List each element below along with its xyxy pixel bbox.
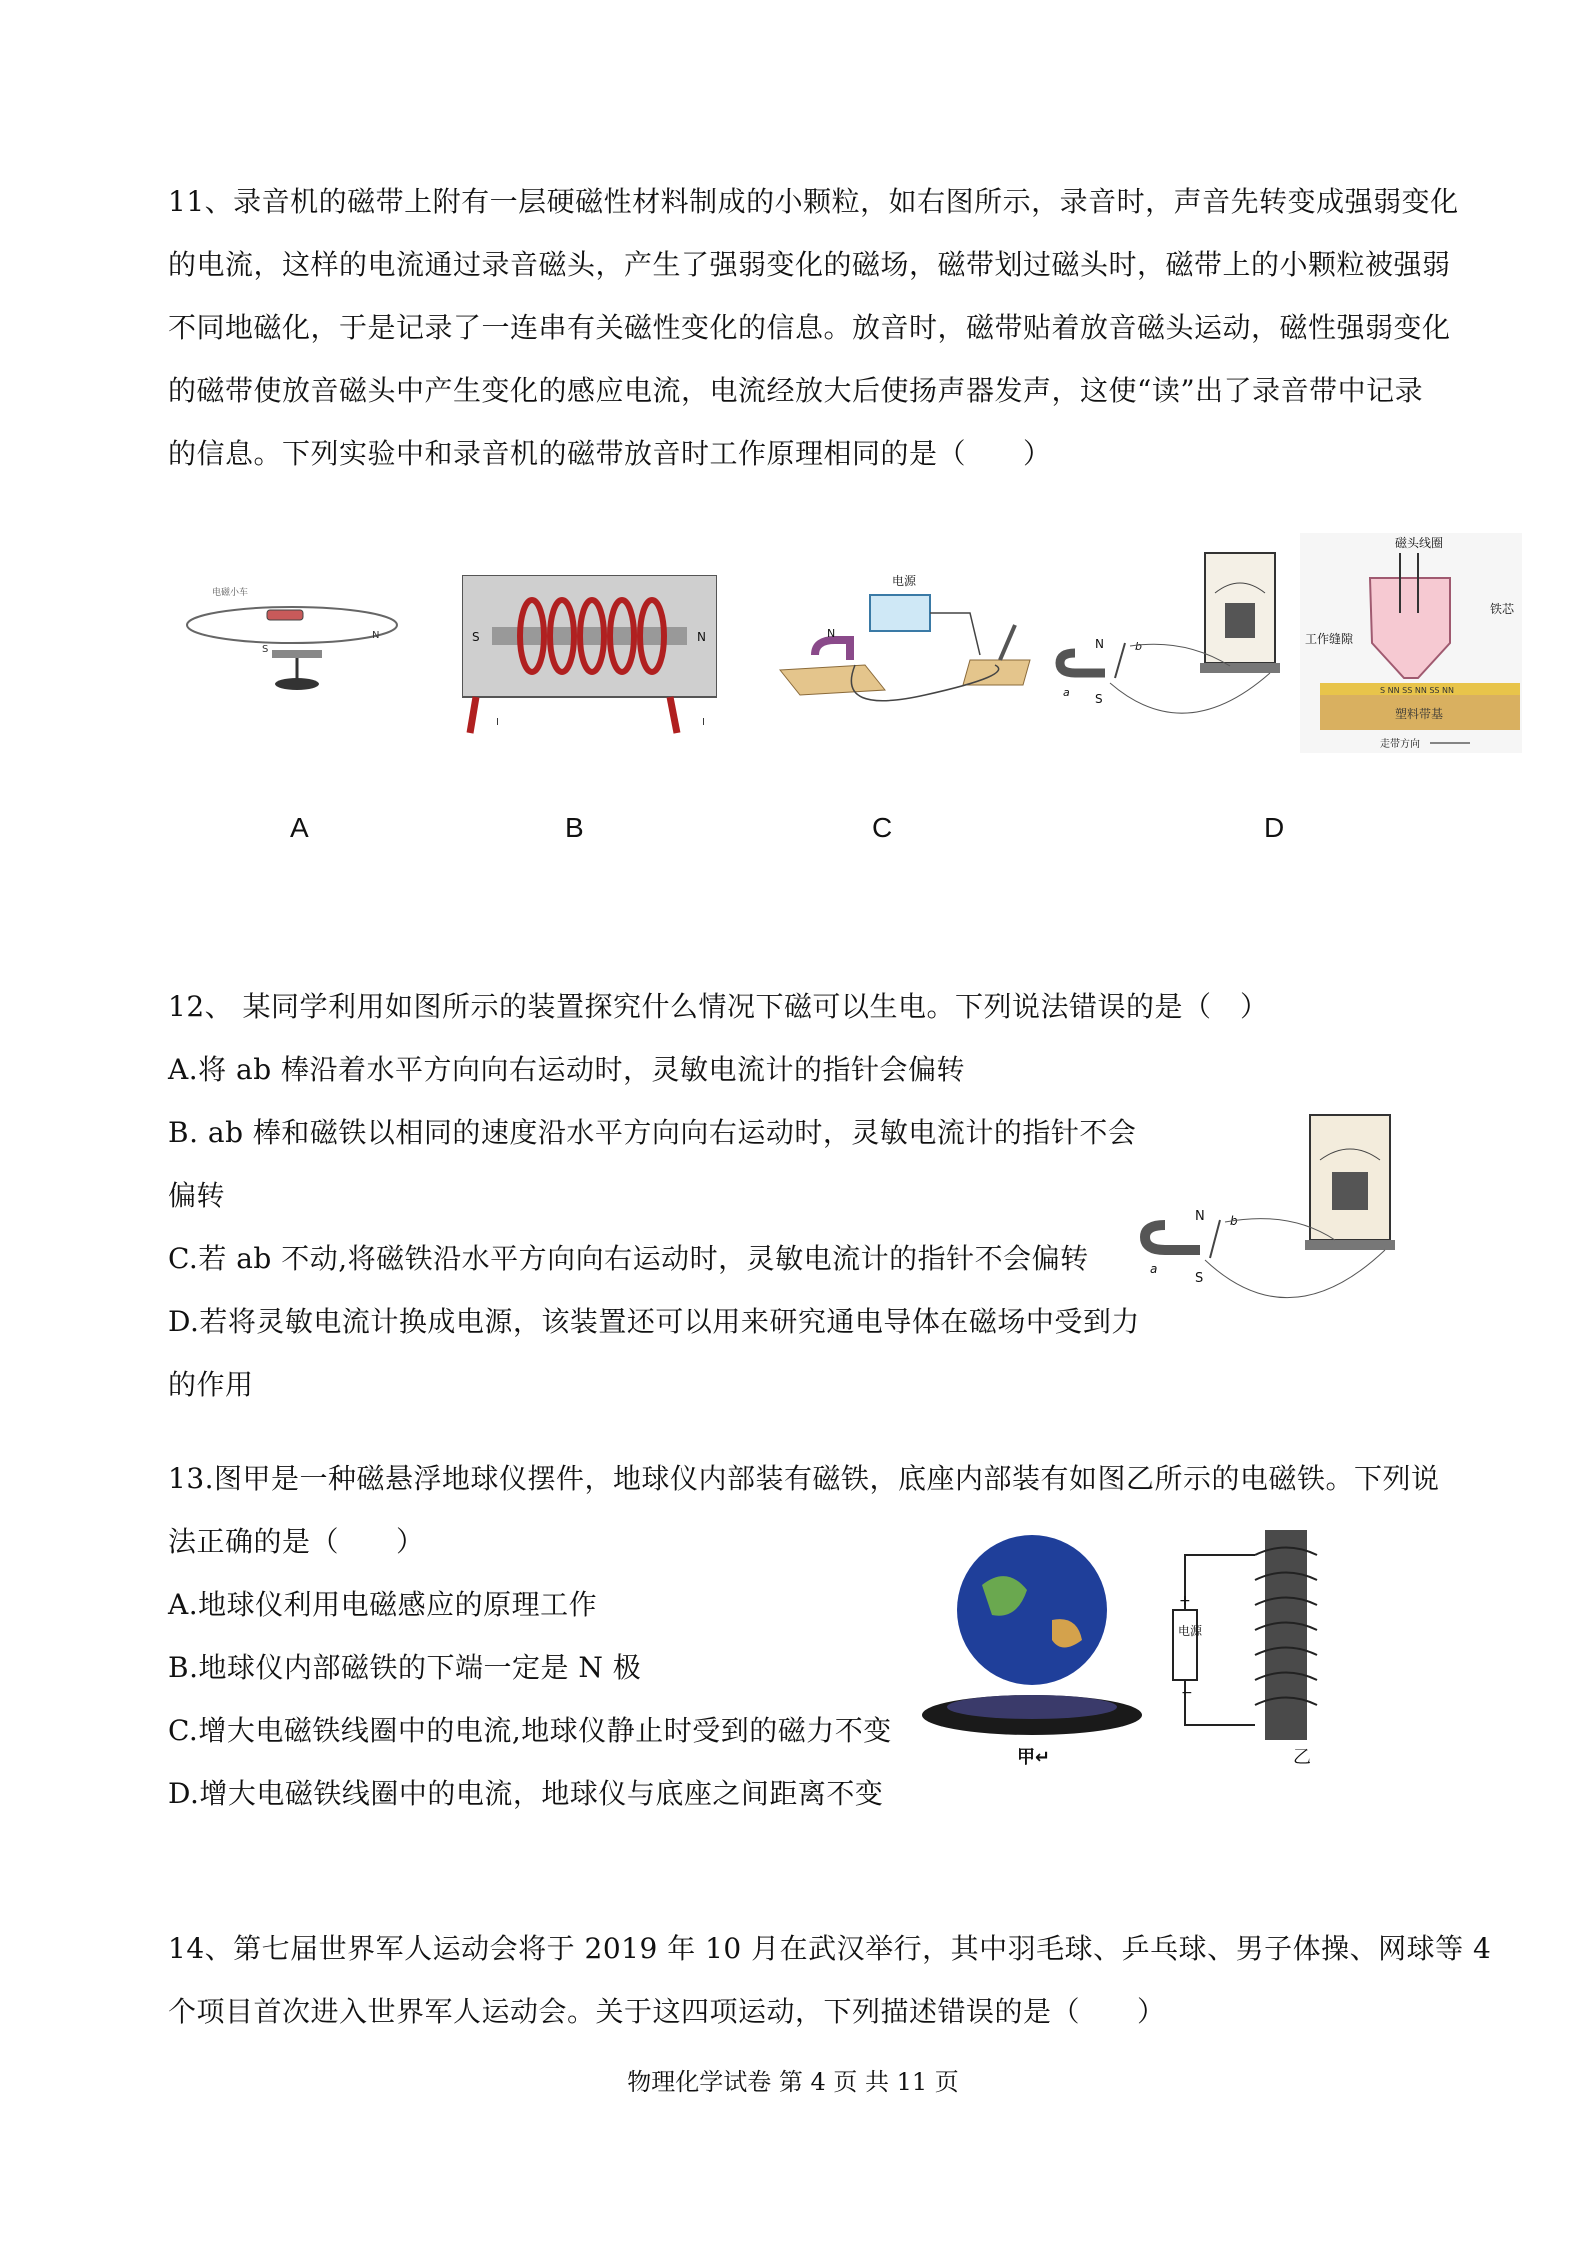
svg-text:S: S xyxy=(1195,1271,1204,1286)
q12-option-a: A.将 ab 棒沿着水平方向向右运动时，灵敏电流计的指针会偏转 xyxy=(168,1053,966,1086)
q12-figure xyxy=(1140,1110,1400,1320)
svg-text:I: I xyxy=(496,717,499,728)
q13-stem-line-1: 13.图甲是一种磁悬浮地球仪摆件，地球仪内部装有磁铁，底座内部装有如图乙所示的电磁铁。下列说 xyxy=(168,1462,1440,1495)
svg-text:N: N xyxy=(697,630,706,644)
svg-text:N: N xyxy=(1195,1209,1205,1224)
svg-text:+: + xyxy=(1179,1593,1191,1609)
q13-yi-label: 乙 xyxy=(1293,1747,1311,1765)
q11-figure-galvanometer xyxy=(1055,548,1285,733)
q12-option-b-cont: 偏转 xyxy=(168,1179,226,1212)
q11-c-power-label: 电源 xyxy=(892,574,917,588)
q11-d-coil-label: 磁头线圈 xyxy=(1395,536,1444,550)
q13-option-a: A.地球仪利用电磁感应的原理工作 xyxy=(168,1588,598,1621)
page-footer: 物理化学试卷 第 4 页 共 11 页 xyxy=(627,2068,959,2096)
svg-text:b: b xyxy=(1135,640,1142,653)
svg-text:N: N xyxy=(372,630,380,641)
svg-text:S: S xyxy=(472,630,480,644)
svg-text:S: S xyxy=(262,644,269,655)
q11-d-direction-label: 走带方向 xyxy=(1380,739,1420,750)
q11-line-3: 不同地磁化，于是记录了一连串有关磁性变化的信息。放音时，磁带贴着放音磁头运动，磁性强弱变化 xyxy=(168,311,1451,344)
svg-text:a: a xyxy=(1063,686,1070,699)
svg-text:a: a xyxy=(1150,1262,1158,1276)
q11-line-4: 的磁带使放音磁头中产生变化的感应电流，电流经放大后使扬声器发声，这使“读”出了录音带中记录 xyxy=(168,374,1424,407)
q12-option-c: C.若 ab 不动,将磁铁沿水平方向向右运动时，灵敏电流计的指针不会偏转 xyxy=(168,1242,1089,1275)
q14-line-2: 个项目首次进入世界军人运动会。关于这四项运动，下列描述错误的是（ ） xyxy=(168,1995,1166,2028)
q14-line-1: 14、第七届世界军人运动会将于 2019 年 10 月在武汉举行，其中羽毛球、乒乓球、男子体操、网球等 4 xyxy=(168,1932,1492,1965)
q11-figure-c xyxy=(775,565,1035,705)
svg-text:电磁小车: 电磁小车 xyxy=(212,588,249,598)
q11-d-tape-poles: S NN SS NN SS NN xyxy=(1380,686,1455,695)
svg-text:S: S xyxy=(1095,692,1103,706)
q12-stem: 12、 某同学利用如图所示的装置探究什么情况下磁可以生电。下列说法错误的是（ ） xyxy=(168,990,1269,1023)
q11-d-base-label: 塑料带基 xyxy=(1395,707,1444,721)
q13-option-c: C.增大电磁铁线圈中的电流,地球仪静止时受到的磁力不变 xyxy=(168,1714,892,1747)
q11-option-a: A xyxy=(290,812,309,843)
q12-option-d: D.若将灵敏电流计换成电源，该装置还可以用来研究通电导体在磁场中受到力 xyxy=(168,1305,1140,1338)
q11-option-c: C xyxy=(872,812,893,843)
q13-jia-label: 甲↵ xyxy=(1017,1747,1051,1768)
q11-line-1: 11、录音机的磁带上附有一层硬磁性材料制成的小颗粒，如右图所示，录音时，声音先转变成强弱变化 xyxy=(168,185,1459,218)
q11-line-5: 的信息。下列实验中和录音机的磁带放音时工作原理相同的是（ ） xyxy=(168,437,1052,470)
q11-d-core-label: 铁芯 xyxy=(1490,602,1515,616)
q11-line-2: 的电流，这样的电流通过录音磁头，产生了强弱变化的磁场，磁带划过磁头时，磁带上的小颗粒被强弱 xyxy=(168,248,1451,281)
svg-text:I: I xyxy=(702,717,705,728)
svg-text:−: − xyxy=(1181,1685,1193,1701)
q13-stem-line-2: 法正确的是（ ） xyxy=(168,1525,425,1558)
q11-figure-d xyxy=(1300,533,1522,753)
svg-text:b: b xyxy=(1230,1214,1238,1228)
q11-figure-b xyxy=(462,575,717,735)
q12-option-b: B. ab 棒和磁铁以相同的速度沿水平方向向右运动时，灵敏电流计的指针不会 xyxy=(168,1116,1137,1149)
q11-d-gap-label: 工作缝隙 xyxy=(1305,632,1354,646)
q13-figure-jia xyxy=(912,1525,1152,1770)
q13-option-d: D.增大电磁铁线圈中的电流，地球仪与底座之间距离不变 xyxy=(168,1777,884,1810)
svg-text:N: N xyxy=(827,627,836,640)
q13-figure-yi xyxy=(1165,1525,1355,1765)
q11-option-d: D xyxy=(1264,812,1285,843)
q13-yi-power-label: 电源 xyxy=(1178,1624,1203,1638)
q11-option-b: B xyxy=(565,812,584,843)
q12-option-d-cont: 的作用 xyxy=(168,1368,254,1401)
svg-text:N: N xyxy=(1095,637,1104,651)
q11-figure-a xyxy=(172,580,412,695)
q13-option-b: B.地球仪内部磁铁的下端一定是 N 极 xyxy=(168,1651,642,1684)
